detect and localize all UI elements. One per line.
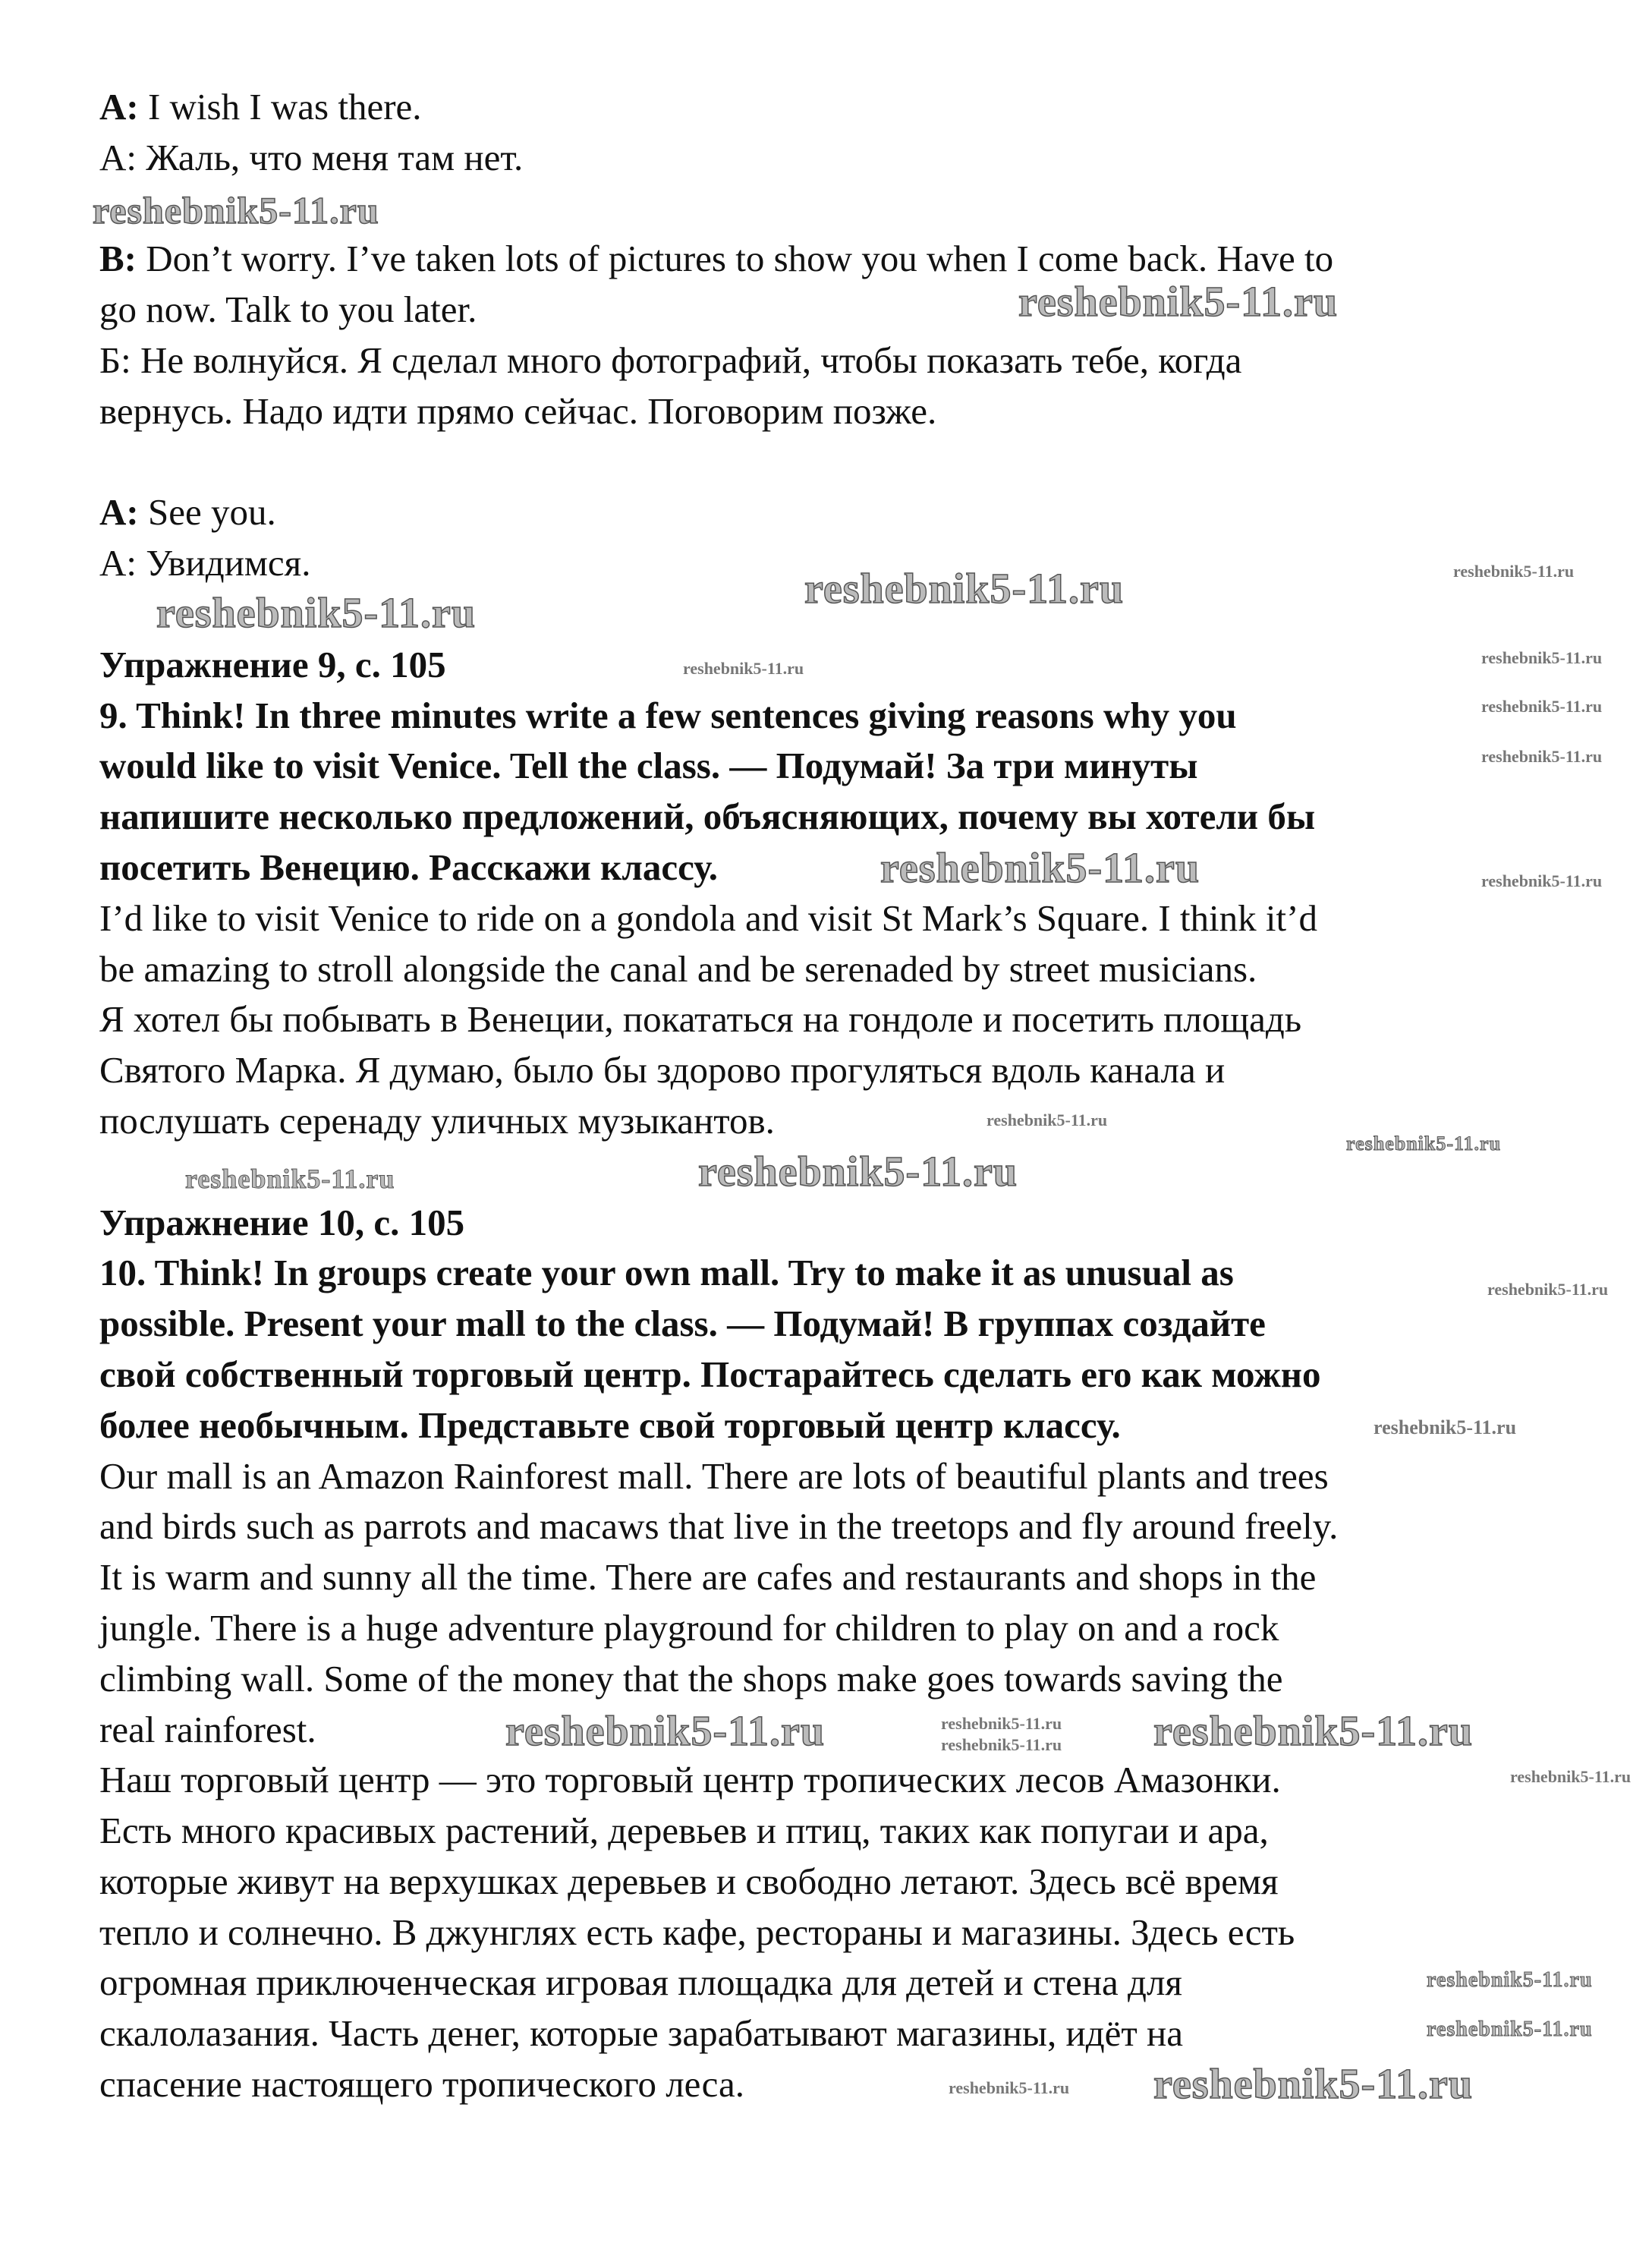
exercise-10-answer-en: and birds such as parrots and macaws that live in the treetops and fly around freely.: [99, 1505, 1339, 1548]
exercise-10-answer-ru: которые живут на верхушках деревьев и свободно летают. Здесь всё время: [99, 1860, 1279, 1902]
exercise-9-answer-en: be amazing to stroll alongside the canal and be serenaded by street musicians.: [99, 947, 1257, 990]
watermark: reshebnik5-11.ru: [986, 1110, 1108, 1129]
watermark: reshebnik5-11.ru: [1481, 871, 1603, 890]
exercise-10-task: possible. Present your mall to the class. — Подумай! В группах создайте: [99, 1303, 1266, 1345]
speaker-label: B:: [99, 238, 137, 280]
exercise-9-answer-ru: Святого Марка. Я думаю, было бы здорово прогуляться вдоль канала и: [99, 1049, 1226, 1092]
exercise-10-answer-ru: Есть много красивых растений, деревьев и птиц, таких как попугаи и ара,: [99, 1810, 1269, 1852]
watermark: reshebnik5-11.ru: [93, 189, 379, 232]
exercise-9-task: напишите несколько предложений, объясняющих, почему вы хотели бы: [99, 795, 1316, 838]
dialogue-translation: А: Жаль, что меня там нет.: [99, 136, 524, 178]
watermark: reshebnik5-11.ru: [185, 1164, 395, 1194]
spacer: [99, 437, 1338, 488]
document-page: [99, 82, 1338, 2110]
watermark: reshebnik5-11.ru: [941, 1735, 1062, 1754]
dialogue-line: [99, 82, 1338, 133]
watermark: reshebnik5-11.ru: [880, 845, 1200, 892]
dialogue-translation: Б: Не волнуйся. Я сделал много фотографий, чтобы показать тебе, когда: [99, 339, 1242, 381]
exercise-10-answer-ru: Наш торговый центр — это торговый центр тропических лесов Амазонки.: [99, 1759, 1281, 1801]
exercise-9-answer-ru: послушать серенаду уличных музыкантов.: [99, 1099, 775, 1142]
watermark: reshebnik5-11.ru: [1481, 697, 1603, 716]
exercise-10-answer-en: jungle. There is a huge adventure playground for children to play on and a rock: [99, 1606, 1279, 1649]
watermark: reshebnik5-11.ru: [1018, 279, 1339, 326]
watermark: reshebnik5-11.ru: [1427, 2018, 1593, 2041]
exercise-10-answer-ru: огромная приключенческая игровая площадка для детей и стена для: [99, 1961, 1182, 2004]
watermark: reshebnik5-11.ru: [1453, 562, 1575, 581]
watermark: reshebnik5-11.ru: [1153, 2061, 1474, 2108]
watermark: reshebnik5-11.ru: [1510, 1767, 1632, 1786]
exercise-9-answer-en: I’d like to visit Venice to ride on a gondola and visit St Mark’s Square. I think it’d: [99, 896, 1317, 939]
watermark: reshebnik5-11.ru: [505, 1708, 826, 1755]
exercise-10-answer-ru: скалолазания. Часть денег, которые зарабатывают магазины, идёт на: [99, 2012, 1184, 2055]
exercise-9-answer-ru: Я хотел бы побывать в Венеции, покататься на гондоле и посетить площадь: [99, 998, 1302, 1041]
exercise-10-answer-en: Our mall is an Amazon Rainforest mall. There are lots of beautiful plants and trees: [99, 1454, 1329, 1497]
exercise-10-answer-ru: тепло и солнечно. В джунглях есть кафе, рестораны и магазины. Здесь есть: [99, 1911, 1295, 1953]
dialogue-translation: вернусь. Надо идти прямо сейчас. Поговорим позже.: [99, 389, 937, 432]
exercise-10-heading: Упражнение 10, с. 105: [99, 1201, 465, 1243]
watermark: reshebnik5-11.ru: [949, 2078, 1070, 2097]
watermark: reshebnik5-11.ru: [1487, 1280, 1609, 1299]
watermark: reshebnik5-11.ru: [941, 1714, 1062, 1733]
exercise-10-answer-en: real rainforest.: [99, 1708, 316, 1750]
dialogue-line: [99, 234, 1338, 285]
exercise-10-answer-ru: спасение настоящего тропического леса.: [99, 2063, 744, 2106]
watermark: reshebnik5-11.ru: [1346, 1133, 1502, 1155]
speaker-label: A:: [99, 491, 139, 534]
watermark: reshebnik5-11.ru: [1481, 648, 1603, 667]
watermark: reshebnik5-11.ru: [1153, 1708, 1474, 1755]
exercise-10-task: свой собственный торговый центр. Постарайтесь сделать его как можно: [99, 1353, 1321, 1395]
exercise-9-heading: Упражнение 9, с. 105: [99, 643, 446, 685]
line-text: I wish I was there.: [138, 86, 422, 128]
exercise-10-task: 10. Think! In groups create your own mall. Try to make it as unusual as: [99, 1252, 1234, 1294]
exercise-9-task: would like to visit Venice. Tell the class. — Подумай! За три минуты: [99, 745, 1198, 787]
watermark: reshebnik5-11.ru: [1481, 747, 1603, 766]
line-text: See you.: [138, 491, 276, 534]
dialogue-translation: А: Увидимся.: [99, 542, 311, 584]
dialogue-line: [99, 487, 1338, 538]
speaker-label: A:: [99, 86, 139, 128]
dialogue-line: go now. Talk to you later.: [99, 288, 477, 331]
watermark: reshebnik5-11.ru: [1427, 1968, 1593, 1992]
exercise-9-task: посетить Венецию. Расскажи классу.: [99, 846, 719, 888]
exercise-10-answer-en: It is warm and sunny all the time. There are cafes and restaurants and shops in the: [99, 1556, 1317, 1599]
watermark: reshebnik5-11.ru: [698, 1148, 1018, 1196]
exercise-10-answer-en: climbing wall. Some of the money that the shops make goes towards saving the: [99, 1657, 1283, 1700]
exercise-10-task: более необычным. Представьте свой торговый центр классу.: [99, 1403, 1121, 1446]
watermark: reshebnik5-11.ru: [804, 565, 1125, 613]
watermark: reshebnik5-11.ru: [683, 659, 804, 678]
exercise-9-task: 9. Think! In three minutes write a few sentences giving reasons why you: [99, 694, 1237, 736]
line-text: Don’t worry. I’ve taken lots of pictures to show you when I come back. Have to: [137, 238, 1334, 280]
watermark: reshebnik5-11.ru: [1374, 1416, 1517, 1438]
watermark: reshebnik5-11.ru: [156, 590, 477, 637]
